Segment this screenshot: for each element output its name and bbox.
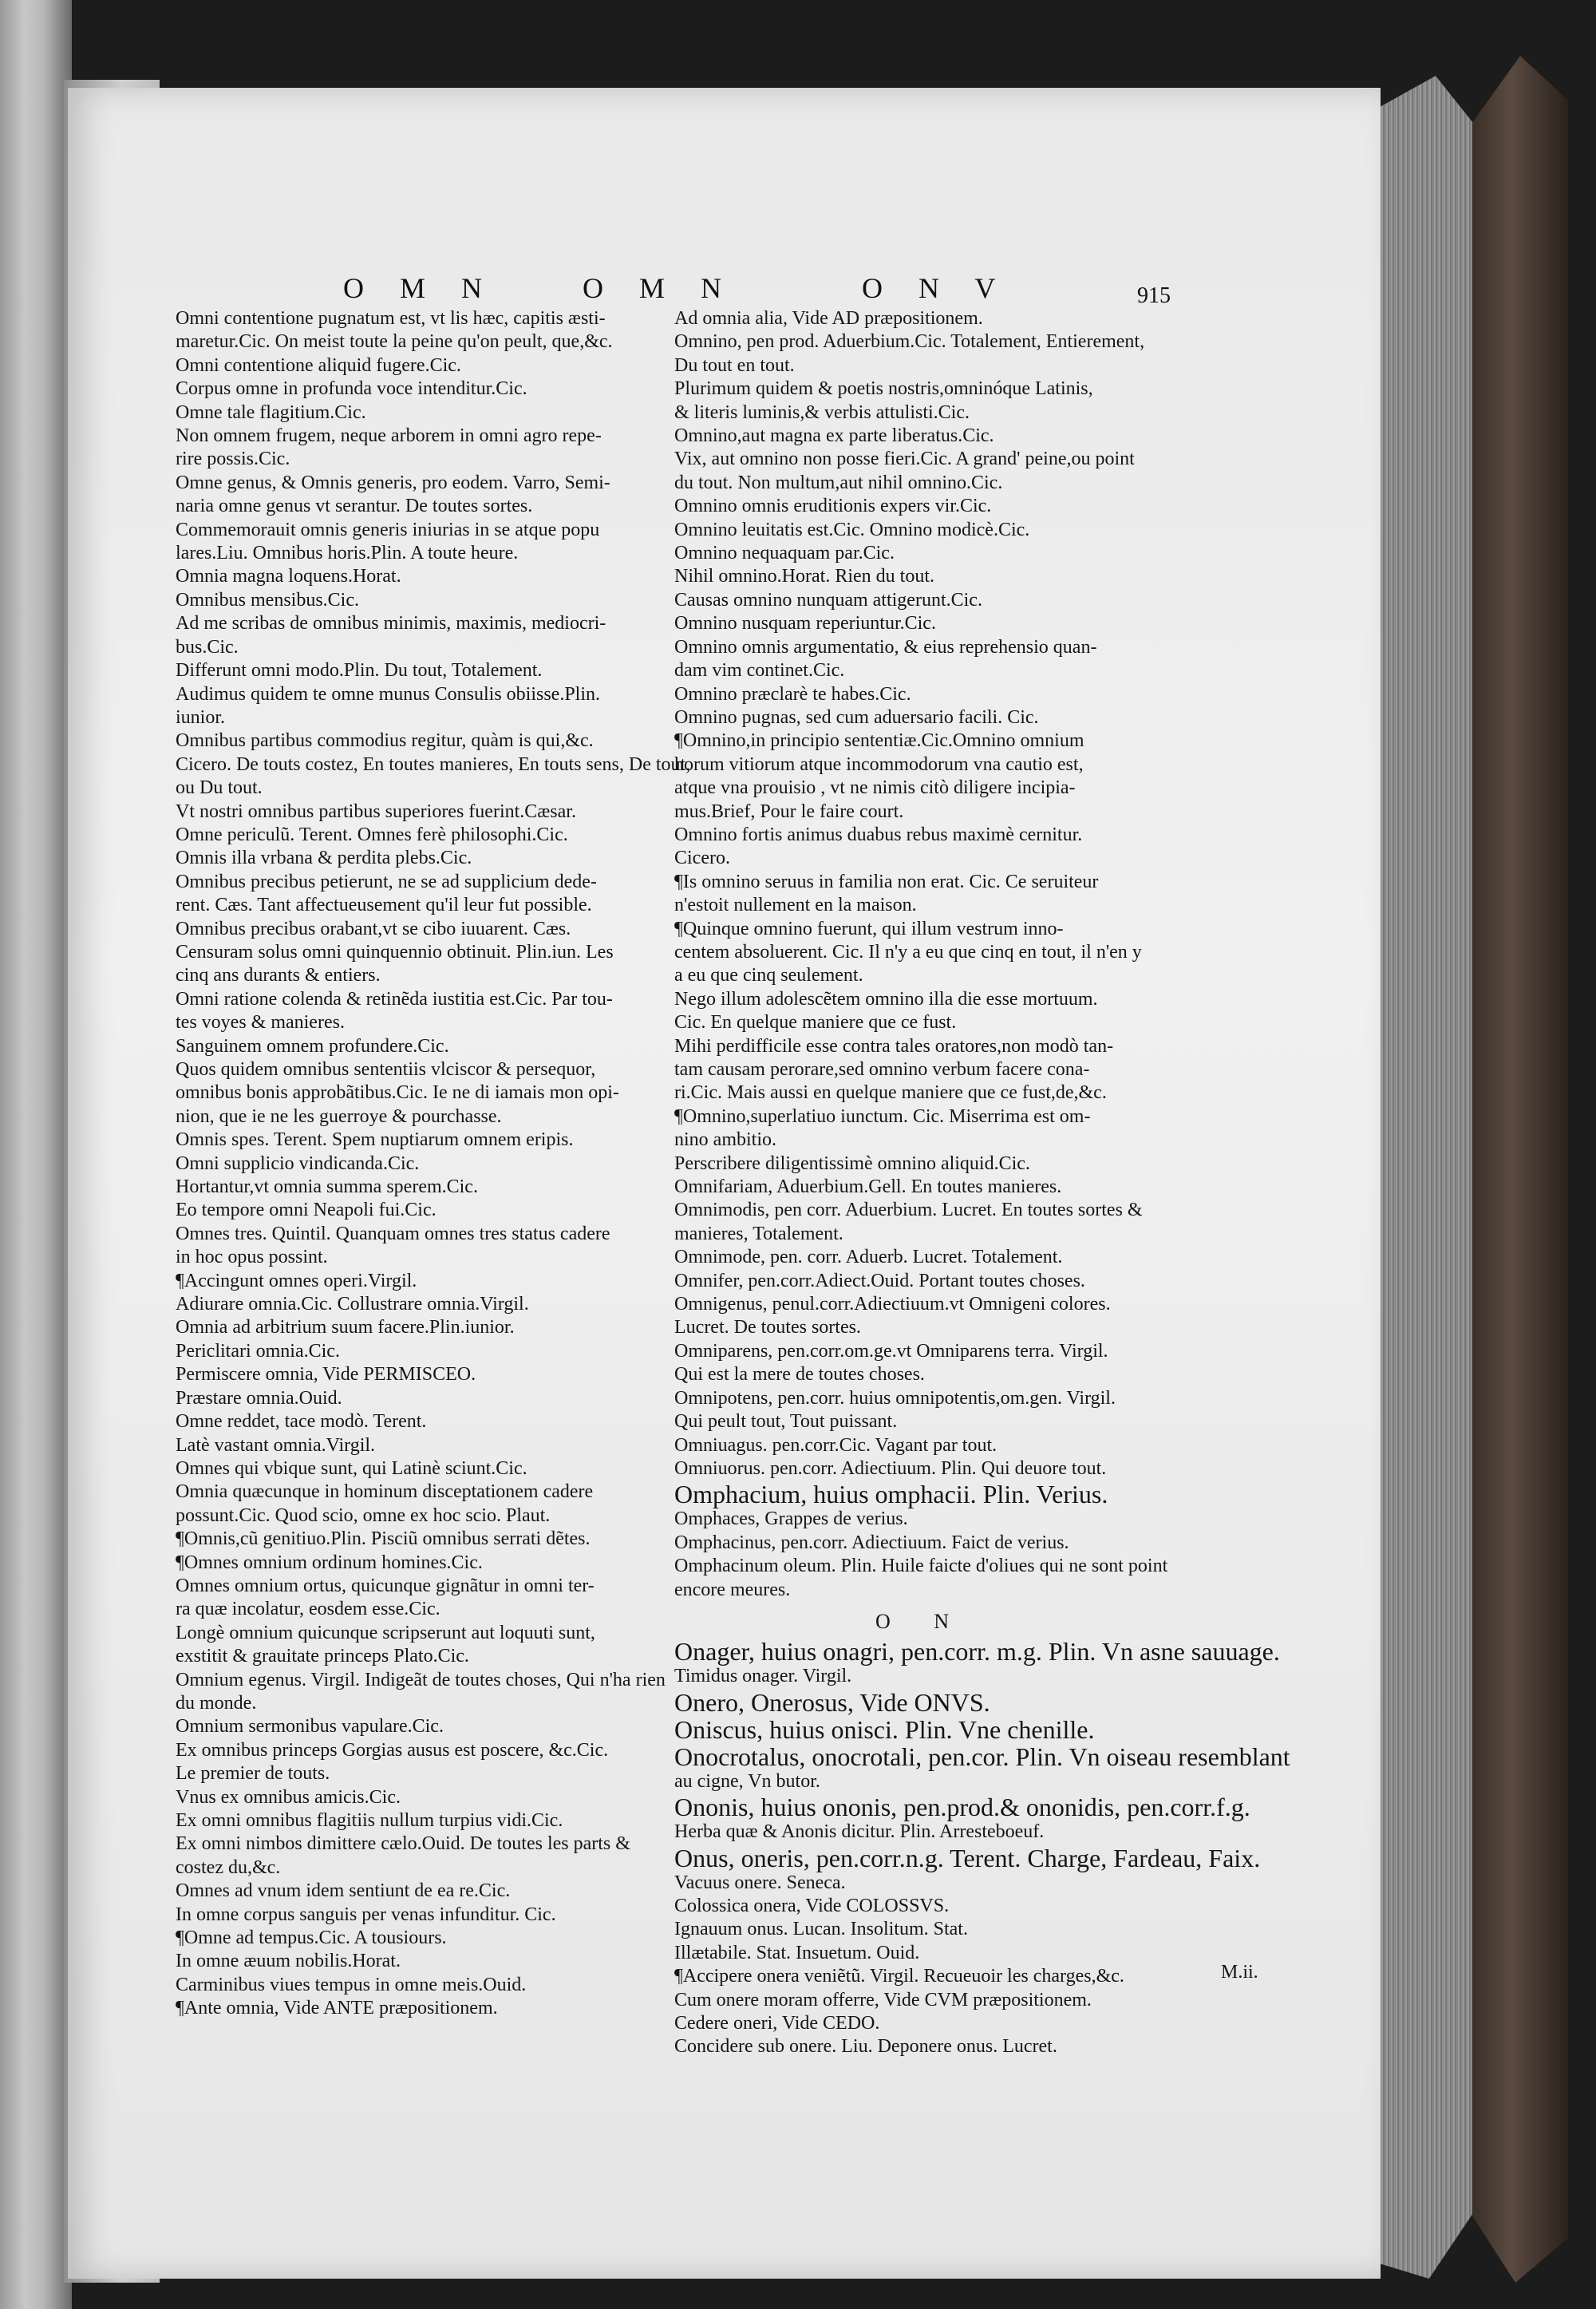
dictionary-line: Omniparens, pen.corr.om.ge.vt Omniparens terra. Virgil. bbox=[674, 1340, 1108, 1362]
dictionary-line: Timidus onager. Virgil. bbox=[674, 1666, 852, 1687]
dictionary-line: ¶Omne ad tempus.Cic. A tousiours. bbox=[176, 1927, 447, 1949]
dictionary-line: Omnino,aut magna ex parte liberatus.Cic. bbox=[674, 425, 994, 447]
dictionary-line: Ignauum onus. Lucan. Insolitum. Stat. bbox=[674, 1919, 968, 1940]
dictionary-line: horum vitiorum atque incommodorum vna cautio est, bbox=[674, 753, 1084, 775]
dictionary-line: ¶Omnis,cũ genitiuo.Plin. Pisciũ omnibus serrati dẽtes. bbox=[176, 1528, 591, 1550]
dictionary-line: Omnino leuitatis est.Cic. Omnino modicè.Cic. bbox=[674, 519, 1030, 540]
dictionary-line: Nihil omnino.Horat. Rien du tout. bbox=[674, 566, 934, 587]
dictionary-line: Ad me scribas de omnibus minimis, maximis, mediocri- bbox=[176, 613, 606, 635]
dictionary-line: ¶Accingunt omnes operi.Virgil. bbox=[176, 1270, 417, 1291]
dictionary-line: Non omnem frugem, neque arborem in omni agro repe- bbox=[176, 425, 602, 447]
dictionary-line: Vt nostri omnibus partibus superiores fuerint.Cæsar. bbox=[176, 801, 576, 822]
left-column bbox=[176, 307, 691, 2021]
dictionary-line: du monde. bbox=[176, 1692, 257, 1714]
dictionary-line: Corpus omne in profunda voce intenditur.Cic. bbox=[176, 378, 527, 400]
dictionary-line: Concidere sub onere. Liu. Deponere onus. Lucret. bbox=[674, 2036, 1057, 2058]
dictionary-line: Omphaces, Grappes de verius. bbox=[674, 1508, 908, 1530]
dictionary-line: Omnifariam, Aduerbium.Gell. En toutes manieres. bbox=[674, 1176, 1062, 1198]
dictionary-line: Ex omni omnibus flagitiis nullum turpius vidi.Cic. bbox=[176, 1810, 563, 1831]
dictionary-line: & literis luminis,& verbis attulisti.Cic. bbox=[674, 401, 970, 423]
dictionary-line: Herba quæ & Anonis dicitur. Plin. Arresteboeuf. bbox=[674, 1821, 1045, 1843]
dictionary-line: Omphacium, huius omphacii. Plin. Verius. bbox=[674, 1480, 1108, 1509]
dictionary-line: Omnino pugnas, sed cum aduersario facili. Cic. bbox=[674, 706, 1039, 728]
dictionary-line: Omnes omnium ortus, quicunque gignãtur in omni ter- bbox=[176, 1575, 595, 1596]
dictionary-line: Colossica onera, Vide COLOSSVS. bbox=[674, 1895, 950, 1916]
dictionary-line: Mihi perdifficile esse contra tales oratores,non modò tan- bbox=[674, 1035, 1114, 1057]
dictionary-line: Ex omni nimbos dimittere cælo.Ouid. De toutes les parts & bbox=[176, 1833, 630, 1855]
dictionary-line: Longè omnium quicunque scripserunt aut loquuti sunt, bbox=[176, 1622, 595, 1643]
dictionary-line: tes voyes & manieres. bbox=[176, 1012, 345, 1034]
dictionary-line: maretur.Cic. On meist toute la peine qu'on peult, que,&c. bbox=[176, 331, 613, 353]
dictionary-line: Omnino nequaquam par.Cic. bbox=[674, 543, 895, 564]
dictionary-line: Omnipotens, pen.corr. huius omnipotentis,om.gen. Virgil. bbox=[674, 1387, 1116, 1409]
dictionary-line: Omnia ad arbitrium suum facere.Plin.iunior. bbox=[176, 1317, 515, 1338]
dictionary-line: Eo tempore omni Neapoli fui.Cic. bbox=[176, 1200, 437, 1221]
dictionary-line: encore meures. bbox=[674, 1579, 791, 1600]
dictionary-line: Omnino præclarè te habes.Cic. bbox=[674, 683, 911, 705]
dictionary-line: Omphacinus, pen.corr. Adiectiuum. Faict de verius. bbox=[674, 1532, 1069, 1553]
dictionary-line: In omne corpus sanguis per venas infunditur. Cic. bbox=[176, 1904, 556, 1925]
running-head-center: O M N bbox=[583, 272, 737, 304]
dictionary-line: ra quæ incolatur, eosdem esse.Cic. bbox=[176, 1599, 440, 1620]
dictionary-line: ¶Quinque omnino fuerunt, qui illum vestrum inno- bbox=[674, 918, 1064, 939]
dictionary-line: Omnibus precibus orabant,vt se cibo iuuarent. Cæs. bbox=[176, 918, 571, 939]
running-head bbox=[343, 271, 1261, 311]
dictionary-line: atque vna prouisio , vt ne nimis citò diligere incipia- bbox=[674, 777, 1076, 799]
dictionary-line: Omphacinum oleum. Plin. Huile faicte d'oliues qui ne sont point bbox=[674, 1556, 1168, 1577]
dictionary-line: Omni supplicio vindicanda.Cic. bbox=[176, 1153, 420, 1174]
dictionary-line: Vix, aut omnino non posse fieri.Cic. A grand' peine,ou point bbox=[674, 449, 1135, 470]
dictionary-line: Omniuagus. pen.corr.Cic. Vagant par tout. bbox=[674, 1434, 998, 1456]
dictionary-line: exstitit & grauitate princeps Plato.Cic. bbox=[176, 1646, 469, 1667]
dictionary-line: Omnium sermonibus vapulare.Cic. bbox=[176, 1716, 444, 1738]
dictionary-line: Omnigenus, penul.corr.Adiectiuum.vt Omnigeni colores. bbox=[674, 1294, 1111, 1315]
dictionary-line: manieres, Totalement. bbox=[674, 1223, 843, 1244]
dictionary-line: costez du,&c. bbox=[176, 1856, 281, 1878]
dictionary-line: Censuram solus omni quinquennio obtinuit. Plin.iun. Les bbox=[176, 941, 614, 963]
dictionary-line: Omni contentione pugnatum est, vt lis hæc, capitis æsti- bbox=[176, 308, 606, 329]
dictionary-line: Carminibus viues tempus in omne meis.Ouid. bbox=[176, 1974, 527, 1995]
dictionary-line: Omnibus mensibus.Cic. bbox=[176, 589, 360, 611]
dictionary-line: Omne periculũ. Terent. Omnes ferè philosophi.Cic. bbox=[176, 824, 568, 845]
dictionary-line: Omnia magna loquens.Horat. bbox=[176, 566, 401, 587]
dictionary-line: dam vim continet.Cic. bbox=[674, 660, 845, 682]
dictionary-line: Du tout en tout. bbox=[674, 354, 795, 376]
dictionary-line: du tout. Non multum,aut nihil omnino.Cic. bbox=[674, 472, 1003, 493]
dictionary-line: Omne tale flagitium.Cic. bbox=[176, 401, 366, 423]
dictionary-line: Omnimode, pen. corr. Aduerb. Lucret. Totalement. bbox=[674, 1247, 1063, 1268]
dictionary-line: Onero, Onerosus, Vide ONVS. bbox=[674, 1687, 990, 1717]
dictionary-line: Qui peult tout, Tout puissant. bbox=[674, 1411, 898, 1433]
dictionary-line: Audimus quidem te omne munus Consulis obiisse.Plin. bbox=[176, 683, 601, 705]
dictionary-line: Omnifer, pen.corr.Adiect.Ouid. Portant toutes choses. bbox=[674, 1270, 1085, 1291]
dictionary-line: ¶Omnino,in principio sententiæ.Cic.Omnino omnium bbox=[674, 730, 1084, 752]
dictionary-line: Omnino omnis argumentatio, & eius reprehensio quan- bbox=[674, 636, 1097, 658]
dictionary-line: Omnino omnis eruditionis expers vir.Cic. bbox=[674, 496, 992, 517]
dictionary-line: bus.Cic. bbox=[176, 636, 239, 658]
dictionary-line: ¶Omnino,superlatiuo iunctum. Cic. Miserrima est om- bbox=[674, 1105, 1091, 1127]
dictionary-line: ¶Omnes omnium ordinum homines.Cic. bbox=[176, 1552, 483, 1573]
dictionary-line: Permiscere omnia, Vide PERMISCEO. bbox=[176, 1364, 476, 1386]
dictionary-line: Vnus ex omnibus amicis.Cic. bbox=[176, 1786, 401, 1808]
dictionary-line: Quos quidem omnibus sententiis vlciscor & persequor, bbox=[176, 1059, 596, 1080]
dictionary-line: Adiurare omnia.Cic. Collustrare omnia.Virgil. bbox=[176, 1294, 529, 1315]
signature-mark: M.ii. bbox=[1221, 1962, 1258, 1983]
dictionary-line: Lucret. De toutes sortes. bbox=[674, 1317, 861, 1338]
dictionary-line: Omnis illa vrbana & perdita plebs.Cic. bbox=[176, 848, 472, 869]
dictionary-line: Latè vastant omnia.Virgil. bbox=[176, 1434, 376, 1456]
dictionary-line: n'estoit nullement en la maison. bbox=[674, 895, 917, 916]
dictionary-line: Differunt omni modo.Plin. Du tout, Totalement. bbox=[176, 660, 543, 682]
dictionary-line: Ononis, huius ononis, pen.prod.& ononidis, pen.corr.f.g. bbox=[674, 1793, 1250, 1822]
dictionary-line: Omnes ad vnum idem sentiunt de ea re.Cic. bbox=[176, 1880, 511, 1902]
dictionary-line: a eu que cinq seulement. bbox=[674, 965, 863, 986]
dictionary-line: mus.Brief, Pour le faire court. bbox=[674, 801, 904, 822]
dictionary-line: Le premier de touts. bbox=[176, 1763, 330, 1785]
dictionary-line: Commemorauit omnis generis iniurias in se atque popu bbox=[176, 519, 600, 540]
dictionary-line: Onocrotalus, onocrotali, pen.cor. Plin. Vn oiseau resemblant bbox=[674, 1742, 1290, 1771]
dictionary-line: possunt.Cic. Quod scio, omne ex hoc scio. Plaut. bbox=[176, 1504, 551, 1526]
dictionary-line: in hoc opus possint. bbox=[176, 1247, 328, 1268]
dictionary-line: Omnibus partibus commodius regitur, quàm is qui,&c. bbox=[176, 730, 594, 752]
dictionary-line: nino ambitio. bbox=[674, 1129, 776, 1151]
dictionary-line: rire possis.Cic. bbox=[176, 449, 290, 470]
dictionary-line: Vacuus onere. Seneca. bbox=[674, 1872, 846, 1893]
dictionary-line: Hortantur,vt omnia summa sperem.Cic. bbox=[176, 1176, 478, 1198]
dictionary-line: O N bbox=[875, 1609, 969, 1633]
dictionary-line: ou Du tout. bbox=[176, 777, 263, 799]
dictionary-line: lares.Liu. Omnibus horis.Plin. A toute heure. bbox=[176, 543, 519, 564]
dictionary-line: Ex omnibus princeps Gorgias ausus est poscere, &c.Cic. bbox=[176, 1739, 609, 1761]
dictionary-line: Omnino fortis animus duabus rebus maximè cernitur. bbox=[674, 824, 1083, 845]
dictionary-line: In omne æuum nobilis.Horat. bbox=[176, 1951, 401, 1972]
dictionary-line: ri.Cic. Mais aussi en quelque maniere que ce fust,de,&c. bbox=[674, 1082, 1107, 1104]
dictionary-line: iunior. bbox=[176, 706, 226, 728]
dictionary-line: naria omne genus vt serantur. De toutes sortes. bbox=[176, 496, 533, 517]
dictionary-line: nion, que ie ne les guerroye & pourchasse. bbox=[176, 1105, 502, 1127]
dictionary-line: Præstare omnia.Ouid. bbox=[176, 1387, 342, 1409]
dictionary-line: Omnium egenus. Virgil. Indigeãt de toutes choses, Qui n'ha rien bbox=[176, 1669, 666, 1690]
dictionary-line: Omnia quæcunque in hominum disceptationem cadere bbox=[176, 1481, 594, 1503]
dictionary-line: Omne reddet, tace modò. Terent. bbox=[176, 1411, 427, 1433]
dictionary-line: Onager, huius onagri, pen.corr. m.g. Plin. Vn asne sauuage. bbox=[674, 1637, 1280, 1667]
dictionary-line: Omnimodis, pen corr. Aduerbium. Lucret. En toutes sortes & bbox=[674, 1200, 1143, 1221]
dictionary-line: omnibus bonis approbãtibus.Cic. Ie ne di iamais mon opi- bbox=[176, 1082, 619, 1104]
dictionary-line: Cicero. De touts costez, En toutes manieres, En touts sens, De tout, bbox=[176, 753, 691, 775]
dictionary-line: Omnes tres. Quintil. Quanquam omnes tres status cadere bbox=[176, 1223, 610, 1244]
dictionary-line: au cigne, Vn butor. bbox=[674, 1770, 820, 1792]
dictionary-line: Omni contentione aliquid fugere.Cic. bbox=[176, 354, 461, 376]
dictionary-line: ¶Ante omnia, Vide ANTE præpositionem. bbox=[176, 1998, 498, 2019]
dictionary-line: Qui est la mere de toutes choses. bbox=[674, 1364, 925, 1386]
dictionary-line: Omnibus precibus petierunt, ne se ad supplicium dede- bbox=[176, 871, 597, 892]
dictionary-line: centem absoluerent. Cic. Il n'y a eu que cinq en tout, il n'en y bbox=[674, 941, 1142, 963]
dictionary-line: tam causam perorare,sed omnino verbum facere cona- bbox=[674, 1059, 1090, 1080]
dictionary-line: rent. Cæs. Tant affectueusement qu'il leur fut possible. bbox=[176, 895, 592, 916]
page-number: 915 bbox=[1137, 283, 1171, 308]
dictionary-line: Omne genus, & Omnis generis, pro eodem. Varro, Semi- bbox=[176, 472, 610, 493]
dictionary-line: Periclitari omnia.Cic. bbox=[176, 1340, 340, 1362]
book-cover-edge bbox=[1472, 56, 1568, 2283]
dictionary-line: Omnis spes. Terent. Spem nuptiarum omnem eripis. bbox=[176, 1129, 574, 1151]
dictionary-line: Onus, oneris, pen.corr.n.g. Terent. Charge, Fardeau, Faix. bbox=[674, 1843, 1261, 1872]
running-head-left: O M N bbox=[343, 272, 497, 304]
dictionary-line: Plurimum quidem & poetis nostris,omninóque Latinis, bbox=[674, 378, 1093, 400]
dictionary-line: ¶Accipere onera veniẽtũ. Virgil. Recueuoir les charges,&c. bbox=[674, 1966, 1124, 1987]
dictionary-line: Omnino nusquam reperiuntur.Cic. bbox=[674, 613, 936, 635]
dictionary-line: Cic. En quelque maniere que ce fust. bbox=[674, 1012, 957, 1034]
dictionary-line: Perscribere diligentissimè omnino aliquid.Cic. bbox=[674, 1153, 1030, 1174]
dictionary-line: Oniscus, huius onisci. Plin. Vne chenille. bbox=[674, 1714, 1095, 1744]
dictionary-line: Cedere oneri, Vide CEDO. bbox=[674, 2013, 880, 2034]
running-head-right: O N V bbox=[862, 272, 1010, 304]
dictionary-line: ¶Is omnino seruus in familia non erat. Cic. Ce seruiteur bbox=[674, 871, 1099, 892]
dictionary-line: Sanguinem omnem profundere.Cic. bbox=[176, 1035, 449, 1057]
dictionary-line: cinq ans durants & entiers. bbox=[176, 965, 381, 986]
dictionary-line: Omni ratione colenda & retinẽda iustitia est.Cic. Par tou- bbox=[176, 988, 613, 1010]
dictionary-line: Causas omnino nunquam attigerunt.Cic. bbox=[674, 589, 982, 611]
dictionary-line: Omnino, pen prod. Aduerbium.Cic. Totalement, Entierement, bbox=[674, 331, 1145, 353]
dictionary-line: Cicero. bbox=[674, 848, 730, 869]
book-spine bbox=[0, 0, 72, 2309]
dictionary-line: Ad omnia alia, Vide AD præpositionem. bbox=[674, 308, 983, 329]
dictionary-line: Omnes qui vbique sunt, qui Latinè sciunt.Cic. bbox=[176, 1457, 527, 1479]
dictionary-line: Omniuorus. pen.corr. Adiectiuum. Plin. Qui deuore tout. bbox=[674, 1457, 1107, 1479]
dictionary-line: Nego illum adolescẽtem omnino illa die esse mortuum. bbox=[674, 988, 1098, 1010]
dictionary-line: Cum onere moram offerre, Vide CVM præpositionem. bbox=[674, 1989, 1092, 2010]
dictionary-line: Illætabile. Stat. Insuetum. Ouid. bbox=[674, 1942, 920, 1963]
